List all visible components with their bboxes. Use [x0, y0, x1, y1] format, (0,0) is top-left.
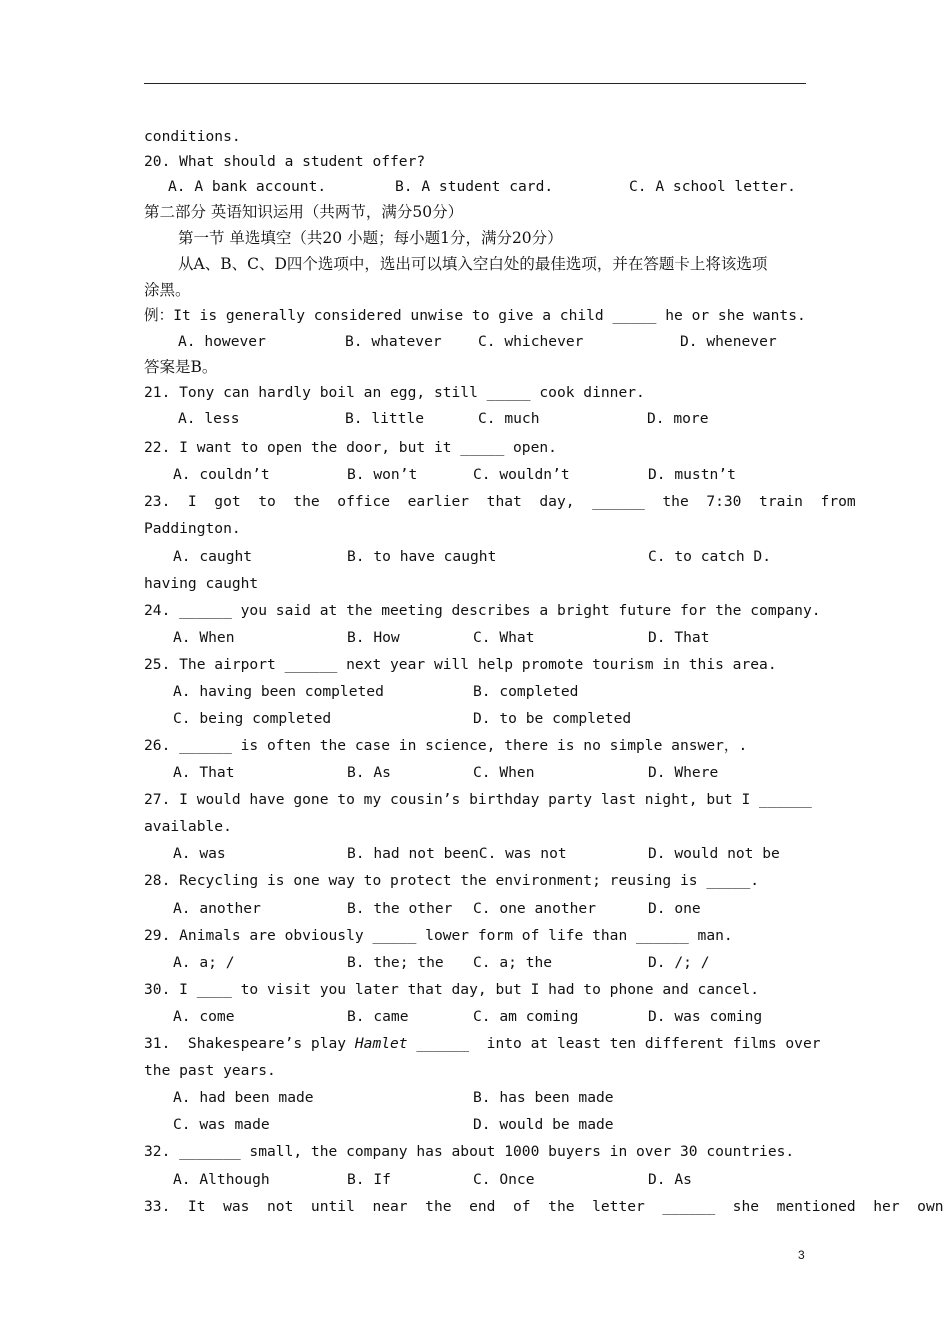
- instruction-line2: 涂黑。: [144, 281, 191, 299]
- question-24-stem: 24. ______ you said at the meeting describes a bright future for the company.: [144, 602, 821, 619]
- header-rule: [144, 83, 806, 84]
- q31-option-b: B. has been made: [473, 1089, 614, 1106]
- q23-option-c: C. to catch D.: [648, 548, 772, 565]
- q28-option-b: B. the other: [347, 900, 453, 917]
- question-28-stem: 28. Recycling is one way to protect the environment; reusing is _____.: [144, 872, 760, 889]
- q31-option-c: C. was made: [173, 1116, 270, 1133]
- q28-option-a: A. another: [173, 900, 261, 917]
- q26-option-d: D. Where: [648, 764, 719, 781]
- q24-option-d: D. That: [648, 629, 710, 646]
- example-option-c: C. whichever: [478, 333, 584, 350]
- q29-option-a: A. a; /: [173, 954, 235, 971]
- q24-option-b: B. How: [347, 629, 400, 646]
- example-option-a: A. however: [178, 333, 266, 350]
- q24-option-a: A. When: [173, 629, 235, 646]
- instruction-line1: 从A、B、C、D四个选项中，选出可以填入空白处的最佳选项，并在答题卡上将该选项: [178, 255, 768, 273]
- question-22-stem: 22. I want to open the door, but it _____ open.: [144, 439, 557, 456]
- q23-option-d: having caught: [144, 575, 259, 592]
- q21-option-a: A. less: [178, 410, 240, 427]
- q22-option-a: A. couldn’t: [173, 466, 270, 483]
- question-20-stem: 20. What should a student offer?: [144, 153, 426, 170]
- question-33-stem: 33. It was not until near the end of the letter ______ she mentioned her own: [144, 1198, 944, 1215]
- q29-option-d: D. /; /: [648, 954, 710, 971]
- q23-option-b: B. to have caught: [347, 548, 497, 565]
- part2-title: 第二部分 英语知识运用（共两节，满分50分）: [144, 203, 464, 221]
- q21-option-d: D. more: [647, 410, 709, 427]
- q25-option-c: C. being completed: [173, 710, 332, 727]
- question-23-stem: 23. I got to the office earlier that day, ______ the 7:30 train from: [144, 493, 856, 510]
- q25-option-a: A. having been completed: [173, 683, 384, 700]
- question-25-stem: 25. The airport ______ next year will help promote tourism in this area.: [144, 656, 777, 673]
- q21-option-b: B. little: [345, 410, 425, 427]
- q27-option-bc: B. had not beenC. was not: [347, 845, 567, 862]
- q31-option-a: A. had been made: [173, 1089, 314, 1106]
- question-23-stem-cont: Paddington.: [144, 520, 241, 537]
- q30-option-a: A. come: [173, 1008, 235, 1025]
- q22-option-d: D. mustn’t: [648, 466, 736, 483]
- question-31-stem: [144, 1035, 821, 1053]
- question-21-stem: 21. Tony can hardly boil an egg, still _____ cook dinner.: [144, 384, 645, 401]
- q32-option-d: D. As: [648, 1171, 692, 1188]
- question-29-stem: 29. Animals are obviously _____ lower form of life than ______ man.: [144, 927, 733, 944]
- q27-option-a: A. was: [173, 845, 226, 862]
- question-31-stem-cont: the past years.: [144, 1062, 276, 1079]
- q31-stem-post: ______ into at least ten different films over: [407, 1035, 821, 1052]
- q28-option-c: C. one another: [473, 900, 597, 917]
- q29-option-c: C. a; the: [473, 954, 553, 971]
- q27-option-d: D. would not be: [648, 845, 780, 862]
- question-26-stem: 26. ______ is often the case in science, there is no simple answer，.: [144, 737, 748, 754]
- q32-option-c: C. Once: [473, 1171, 535, 1188]
- question-32-stem: 32. _______ small, the company has about 1000 buyers in over 30 countries.: [144, 1143, 795, 1160]
- q32-option-a: A. Although: [173, 1171, 270, 1188]
- q26-option-a: A. That: [173, 764, 235, 781]
- q31-stem-title: Hamlet: [354, 1035, 408, 1052]
- q30-option-d: D. was coming: [648, 1008, 763, 1025]
- page-number: 3: [798, 1248, 805, 1262]
- q22-option-b: B. won’t: [347, 466, 418, 483]
- q30-option-c: C. am coming: [473, 1008, 579, 1025]
- q26-option-c: C. When: [473, 764, 535, 781]
- q24-option-c: C. What: [473, 629, 535, 646]
- question-27-stem-cont: available.: [144, 818, 232, 835]
- q20-option-a: A. A bank account.: [168, 178, 327, 195]
- q31-stem-pre: 31. Shakespeare’s play: [144, 1035, 355, 1052]
- prev-question-tail: conditions.: [144, 128, 241, 145]
- section1-title: 第一节 单选填空（共20 小题；每小题1分，满分20分）: [178, 229, 563, 247]
- q25-option-b: B. completed: [473, 683, 579, 700]
- example-option-b: B. whatever: [345, 333, 442, 350]
- question-30-stem: 30. I ____ to visit you later that day, but I had to phone and cancel.: [144, 981, 760, 998]
- q30-option-b: B. came: [347, 1008, 409, 1025]
- example-option-d: D. whenever: [680, 333, 777, 350]
- q32-option-b: B. If: [347, 1171, 391, 1188]
- q26-option-b: B. As: [347, 764, 391, 781]
- q20-option-c: C. A school letter.: [629, 178, 796, 195]
- example-answer: 答案是B。: [144, 358, 218, 376]
- q23-option-a: A. caught: [173, 548, 253, 565]
- q20-option-b: B. A student card.: [395, 178, 554, 195]
- q28-option-d: D. one: [648, 900, 701, 917]
- q21-option-c: C. much: [478, 410, 540, 427]
- q31-option-d: D. would be made: [473, 1116, 614, 1133]
- q22-option-c: C. wouldn’t: [473, 466, 570, 483]
- example-stem: 例：It is generally considered unwise to give a child _____ he or she wants.: [144, 307, 806, 324]
- q25-option-d: D. to be completed: [473, 710, 632, 727]
- q29-option-b: B. the; the: [347, 954, 444, 971]
- question-27-stem: 27. I would have gone to my cousin’s birthday party last night, but I ______: [144, 791, 812, 808]
